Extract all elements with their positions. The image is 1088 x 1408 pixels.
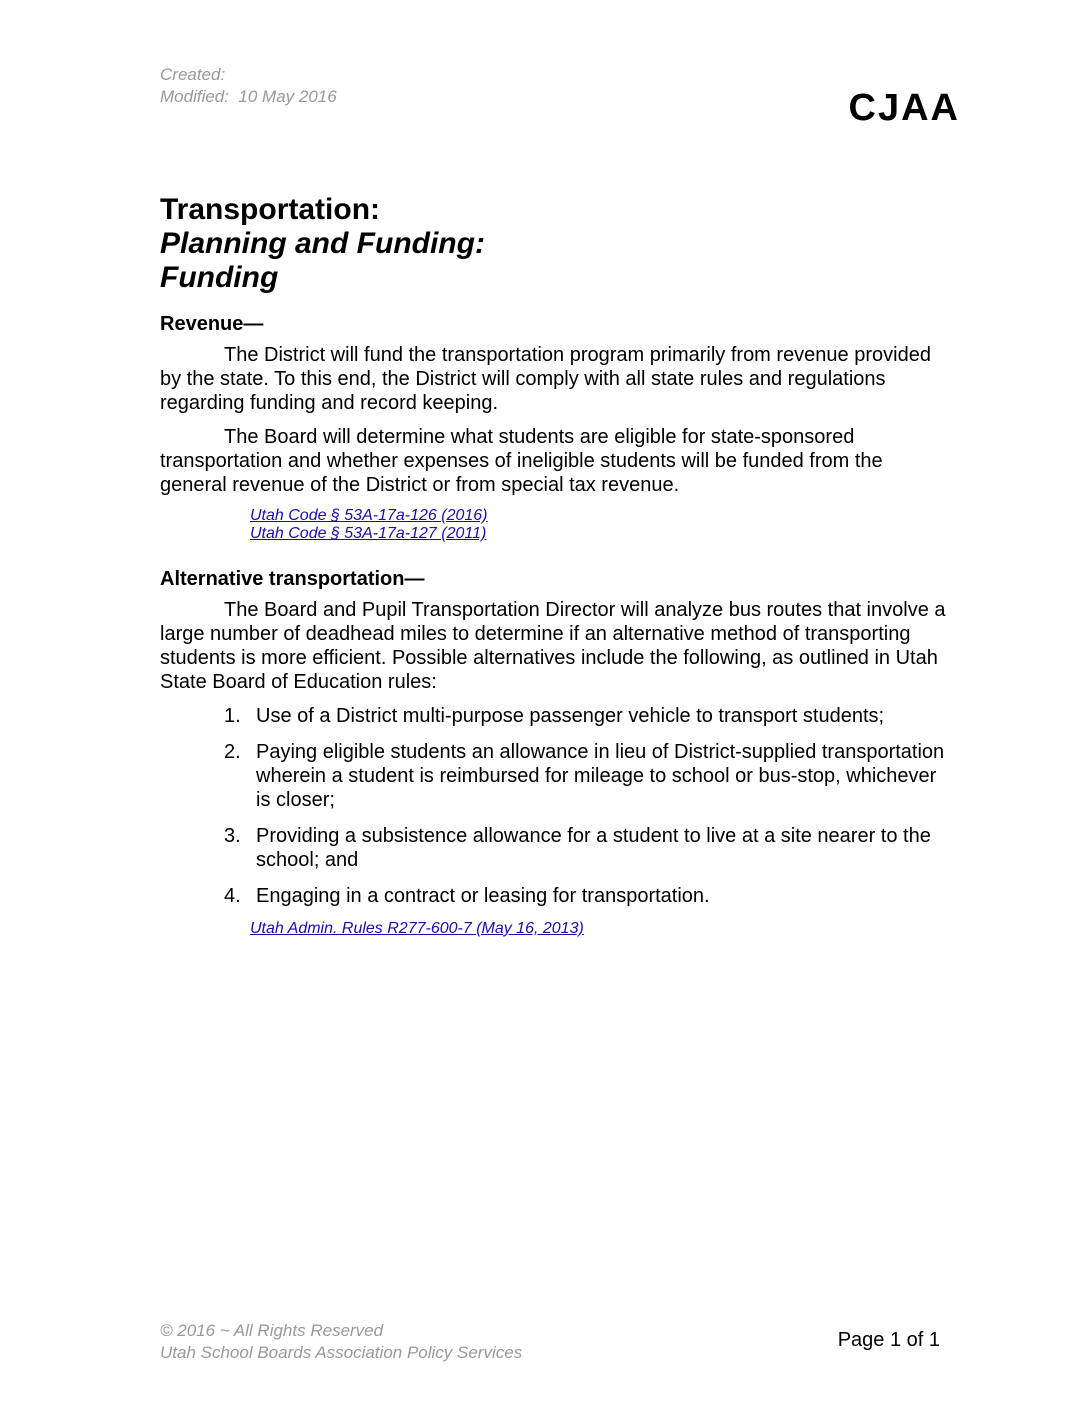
modified-date: Modified: 10 May 2016 — [160, 87, 337, 106]
organization-name: Utah School Boards Association Policy Services — [160, 1343, 523, 1362]
copyright-text: © 2016 ~ All Rights Reserved — [160, 1321, 384, 1340]
revenue-paragraph-2: The Board will determine what students are eligible for state-sponsored transportation and whether expenses of ineligible students will be funded from the general revenue of the District or from special tax revenue. — [160, 426, 883, 496]
title-subtitle-2: Funding — [160, 261, 279, 294]
list-item-number: 1. — [224, 705, 241, 727]
list-item-text: Providing a subsistence allowance for a student to live at a site nearer to the school; and — [256, 825, 931, 871]
reference-link-1[interactable]: Utah Code § 53A-17a-126 (2016) — [250, 507, 488, 524]
revenue-references — [250, 507, 950, 543]
list-item-number: 2. — [224, 741, 241, 763]
revenue-heading: Revenue— — [160, 313, 264, 335]
list-item-number: 4. — [224, 885, 241, 907]
document-title — [160, 193, 485, 295]
revenue-section — [160, 312, 950, 543]
alternatives-list — [160, 704, 950, 908]
list-item-text: Paying eligible students an allowance in lieu of District-supplied transportation wherein a student is reimbursed for mileage to school or bus-stop, whichever is closer; — [256, 741, 945, 811]
admin-rules-reference — [250, 920, 950, 938]
page-number: Page 1 of 1 — [837, 1329, 940, 1351]
list-item — [160, 704, 950, 728]
list-item — [160, 884, 950, 908]
policy-code: CJAA — [848, 87, 960, 129]
title-subtitle-1: Planning and Funding: — [160, 227, 485, 260]
alternative-section — [160, 567, 950, 938]
document-metadata — [160, 64, 337, 108]
list-item — [160, 740, 950, 812]
created-label: Created: — [160, 65, 226, 84]
alternative-heading: Alternative transportation— — [160, 568, 425, 590]
footer-copyright — [160, 1320, 522, 1364]
list-item-text: Engaging in a contract or leasing for transportation. — [256, 885, 710, 907]
list-item-number: 3. — [224, 825, 241, 847]
reference-link-2[interactable]: Utah Code § 53A-17a-127 (2011) — [250, 525, 487, 542]
document-body — [160, 312, 950, 938]
title-main: Transportation: — [160, 193, 381, 226]
admin-rules-link[interactable]: Utah Admin. Rules R277-600-7 (May 16, 2013) — [250, 920, 584, 937]
list-item — [160, 824, 950, 872]
alternative-paragraph: The Board and Pupil Transportation Director will analyze bus routes that involve a large number of deadhead miles to determine if an alternative method of transporting students is more efficient. Possible alternatives include the following, as outlined in Utah State Board of Education rules: — [160, 599, 946, 693]
list-item-text: Use of a District multi-purpose passenger vehicle to transport students; — [256, 705, 885, 727]
revenue-paragraph-1: The District will fund the transportation program primarily from revenue provided by the state. To this end, the District will comply with all state rules and regulations regarding funding and record keeping. — [160, 344, 931, 414]
